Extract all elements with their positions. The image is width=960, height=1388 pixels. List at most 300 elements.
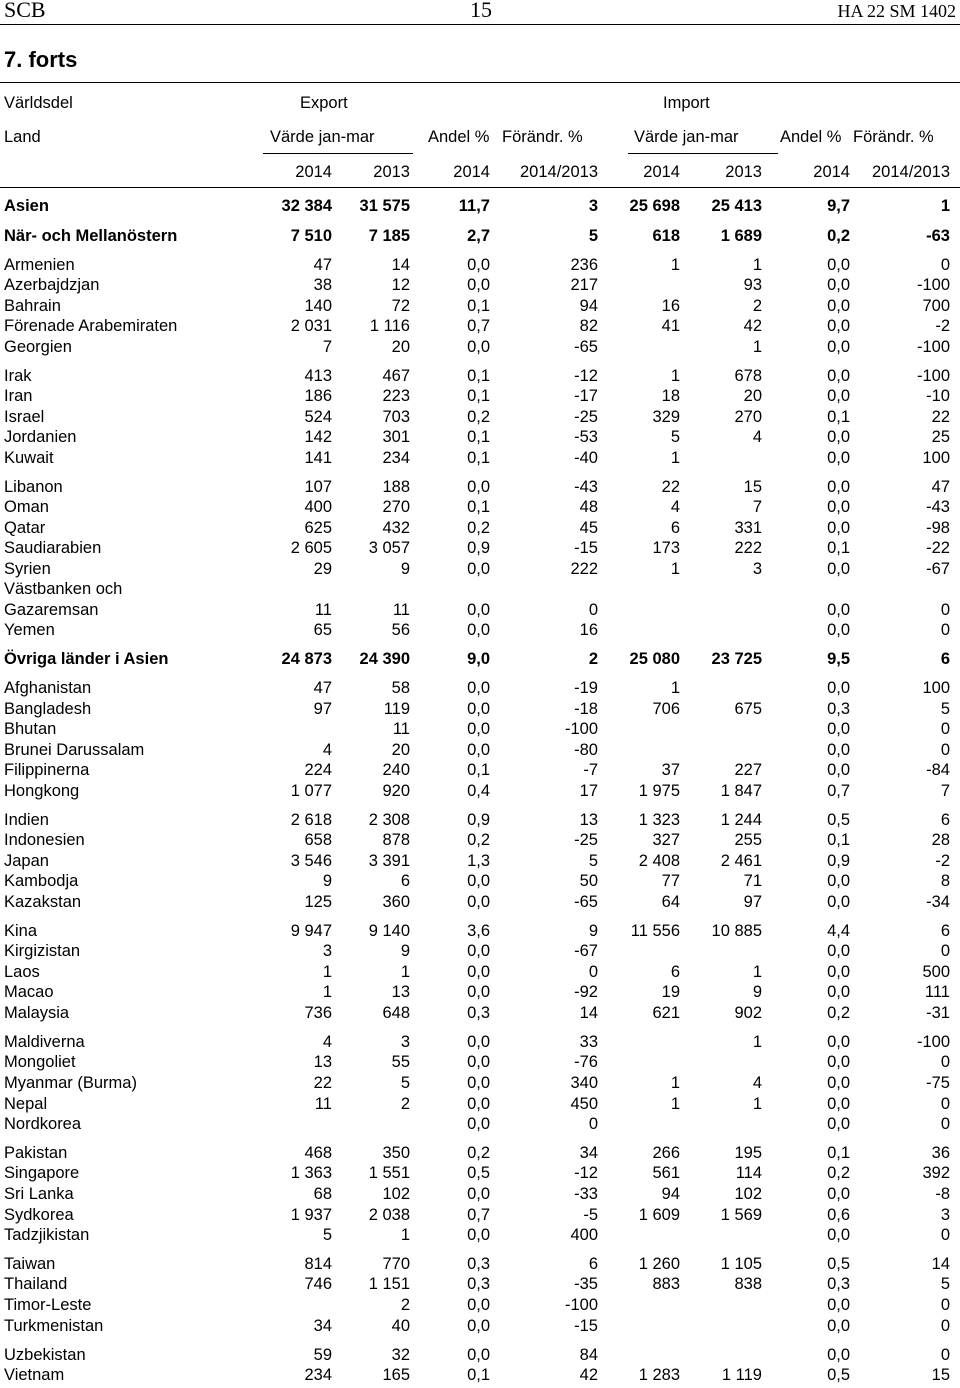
cell-export-share: 0,0: [467, 1317, 490, 1335]
cell-export-2013: 1 551: [368, 1164, 410, 1182]
cell-country: Syrien: [4, 560, 51, 578]
cell-export-2013: 165: [382, 1366, 410, 1384]
cell-import-share: 9,5: [827, 650, 850, 668]
cell-export-2013: 32: [391, 1346, 410, 1364]
cell-export-change: -80: [574, 741, 598, 759]
cell-country: Uzbekistan: [4, 1346, 86, 1364]
cell-export-2014: 234: [304, 1366, 332, 1384]
cell-import-change: 3: [940, 1206, 950, 1224]
cell-export-change: -12: [574, 367, 598, 385]
cell-export-change: -5: [583, 1206, 598, 1224]
cell-export-2014: 413: [304, 367, 332, 385]
cell-export-change: -12: [574, 1164, 598, 1182]
table-row: [0, 852, 960, 872]
cell-import-2013: 1 847: [720, 782, 762, 800]
col-export-share: Andel %: [428, 128, 490, 146]
cell-export-share: 0,0: [467, 1074, 490, 1092]
cell-import-share: 0,0: [827, 1346, 850, 1364]
table-row: [0, 519, 960, 539]
cell-import-2013: 1: [752, 1095, 762, 1113]
cell-import-2013: 114: [735, 1164, 762, 1182]
cell-import-share: 0,0: [827, 367, 850, 385]
cell-export-share: 0,0: [467, 1296, 490, 1314]
cell-country: Kuwait: [4, 449, 54, 467]
cell-import-share: 0,0: [827, 601, 850, 619]
cell-export-share: 0,0: [467, 1033, 490, 1051]
cell-export-share: 0,0: [467, 1095, 490, 1113]
cell-import-2013: 1 244: [720, 811, 762, 829]
table-row: [0, 1164, 960, 1184]
cell-export-share: 0,1: [467, 428, 490, 446]
cell-export-2013: 432: [382, 519, 410, 537]
table-row: [0, 1053, 960, 1073]
cell-import-change: 0: [940, 942, 950, 960]
cell-country: Bhutan: [4, 720, 57, 738]
cell-import-share: 0,5: [827, 1255, 850, 1273]
cell-export-change: 6: [588, 1255, 598, 1273]
cell-export-change: 34: [579, 1144, 598, 1162]
cell-import-2014: 22: [661, 478, 680, 496]
cell-import-2013: 1: [752, 963, 762, 981]
cell-import-2013: 4: [752, 428, 762, 446]
cell-import-2013: 255: [734, 831, 762, 849]
cell-import-2014: 329: [652, 408, 680, 426]
cell-import-2013: 222: [734, 539, 762, 557]
cell-export-change: 13: [579, 811, 598, 829]
table-header-rule: [0, 187, 960, 188]
cell-export-change: 94: [579, 297, 598, 315]
cell-export-2013: 648: [382, 1004, 410, 1022]
cell-export-2013: 58: [391, 679, 410, 697]
cell-import-share: 0,2: [827, 1004, 850, 1022]
cell-export-2014: 186: [304, 387, 332, 405]
table-row: [0, 276, 960, 296]
cell-import-share: 0,1: [827, 539, 850, 557]
cell-export-2014: 4: [322, 1033, 332, 1051]
cell-country: Yemen: [4, 621, 55, 639]
cell-export-change: 222: [570, 560, 598, 578]
cell-export-2013: 11: [392, 601, 410, 619]
cell-country: Västbanken och: [4, 580, 123, 598]
table-row: [0, 811, 960, 831]
year-export-share-2014: 2014: [453, 163, 490, 181]
cell-import-share: 0,0: [827, 428, 850, 446]
cell-import-2013: 195: [734, 1144, 762, 1162]
cell-export-2014: 11: [314, 1095, 332, 1113]
cell-import-change: 0: [940, 1095, 950, 1113]
table-row: [0, 408, 960, 428]
cell-export-2014: 22: [313, 1074, 332, 1092]
cell-import-share: 0,0: [827, 983, 850, 1001]
cell-export-change: -100: [564, 720, 598, 738]
cell-export-share: 0,3: [467, 1004, 490, 1022]
cell-import-change: -67: [926, 560, 950, 578]
cell-export-2014: 2 605: [290, 539, 332, 557]
cell-import-change: -100: [916, 367, 950, 385]
cell-import-2013: 42: [743, 317, 762, 335]
cell-import-2014: 1: [670, 256, 680, 274]
cell-import-2013: 1 119: [721, 1366, 762, 1384]
cell-import-share: 0,0: [827, 297, 850, 315]
cell-export-2014: 107: [304, 478, 332, 496]
cell-export-change: 84: [579, 1346, 598, 1364]
cell-import-2014: 19: [661, 983, 680, 1001]
import-value-underline: [628, 153, 778, 154]
cell-import-change: 28: [931, 831, 950, 849]
cell-country: Singapore: [4, 1164, 80, 1182]
cell-import-2014: 1: [670, 367, 680, 385]
cell-import-share: 0,0: [827, 1115, 850, 1133]
cell-export-change: -15: [574, 539, 598, 557]
cell-export-2014: 1 077: [290, 782, 332, 800]
cell-import-2013: 97: [743, 893, 762, 911]
cell-import-change: 700: [922, 297, 950, 315]
table-row: [0, 367, 960, 387]
cell-import-2013: 10 885: [711, 922, 762, 940]
cell-import-share: 0,0: [827, 1296, 850, 1314]
cell-import-change: 100: [922, 679, 950, 697]
cell-export-2014: 746: [304, 1275, 332, 1293]
cell-import-2013: 25 413: [711, 197, 762, 215]
cell-import-change: 0: [940, 1346, 950, 1364]
cell-export-share: 11,7: [458, 197, 490, 215]
cell-export-2014: 814: [304, 1255, 332, 1273]
cell-export-2013: 1: [400, 963, 410, 981]
year-import-2013: 2013: [725, 163, 762, 181]
cell-export-2013: 3 057: [368, 539, 410, 557]
cell-export-2013: 703: [382, 408, 410, 426]
cell-import-change: -100: [916, 1033, 950, 1051]
cell-export-share: 0,0: [467, 276, 490, 294]
year-export-2014: 2014: [295, 163, 332, 181]
cell-export-2013: 2 038: [368, 1206, 410, 1224]
cell-export-change: -17: [574, 387, 598, 405]
cell-import-share: 0,6: [827, 1206, 850, 1224]
cell-export-change: -43: [574, 478, 598, 496]
cell-import-share: 0,0: [827, 387, 850, 405]
table-row: [0, 621, 960, 641]
cell-import-share: 0,0: [827, 1185, 850, 1203]
cell-import-2014: 1 323: [638, 811, 680, 829]
cell-export-2013: 9 140: [368, 922, 410, 940]
cell-import-share: 0,0: [827, 893, 850, 911]
cell-country: Sri Lanka: [4, 1185, 74, 1203]
cell-import-2013: 23 725: [711, 650, 762, 668]
cell-export-2013: 55: [391, 1053, 410, 1071]
cell-export-2014: 658: [304, 831, 332, 849]
cell-export-share: 0,0: [467, 720, 490, 738]
cell-import-2014: 41: [661, 317, 680, 335]
cell-import-2014: 6: [670, 519, 680, 537]
cell-export-2013: 12: [391, 276, 410, 294]
cell-import-change: 22: [931, 408, 950, 426]
cell-import-change: -98: [926, 519, 950, 537]
cell-export-2013: 878: [382, 831, 410, 849]
col-world-part: Världsdel: [4, 94, 73, 112]
cell-import-2013: 227: [734, 761, 762, 779]
cell-export-2014: 2 031: [290, 317, 332, 335]
cell-export-2014: 140: [304, 297, 332, 315]
cell-export-change: 48: [579, 498, 598, 516]
cell-country: Brunei Darussalam: [4, 741, 145, 759]
cell-import-share: 0,0: [827, 942, 850, 960]
table-row: [0, 1366, 960, 1386]
cell-export-2014: 38: [313, 276, 332, 294]
cell-export-share: 0,2: [467, 1144, 490, 1162]
cell-export-2014: 34: [313, 1317, 332, 1335]
cell-import-2014: 1: [670, 679, 680, 697]
table-row: [0, 338, 960, 358]
table-row: [0, 449, 960, 469]
cell-export-change: -67: [574, 942, 598, 960]
table-row: [0, 1033, 960, 1053]
cell-import-2014: 18: [661, 387, 680, 405]
cell-export-share: 2,7: [467, 227, 490, 245]
cell-country: Turkmenistan: [4, 1317, 104, 1335]
cell-import-2013: 902: [734, 1004, 762, 1022]
cell-country: Japan: [4, 852, 49, 870]
table-row: [0, 963, 960, 983]
cell-export-change: 0: [588, 1115, 598, 1133]
year-import-ratio: 2014/2013: [872, 163, 950, 181]
table-row: [0, 700, 960, 720]
table-row: [0, 893, 960, 913]
cell-import-change: 14: [931, 1255, 950, 1273]
cell-import-change: 0: [940, 1053, 950, 1071]
cell-export-share: 0,0: [467, 621, 490, 639]
table-row: [0, 1074, 960, 1094]
cell-country: Tadzjikistan: [4, 1226, 90, 1244]
cell-export-share: 0,1: [467, 449, 490, 467]
col-export-value: Värde jan-mar: [270, 128, 375, 146]
cell-import-2013: 1 569: [720, 1206, 762, 1224]
cell-import-share: 0,0: [827, 1226, 850, 1244]
cell-country: Kambodja: [4, 872, 79, 890]
cell-import-share: 0,3: [827, 1275, 850, 1293]
cell-export-2013: 40: [391, 1317, 410, 1335]
cell-export-2014: 3 546: [290, 852, 332, 870]
cell-import-2014: 1: [670, 449, 680, 467]
cell-import-change: 100: [922, 449, 950, 467]
cell-import-share: 0,0: [827, 1033, 850, 1051]
cell-import-share: 4,4: [827, 922, 850, 940]
table-row: [0, 478, 960, 498]
cell-export-2013: 13: [391, 983, 410, 1001]
cell-country: Kazakstan: [4, 893, 82, 911]
cell-export-share: 0,0: [467, 601, 490, 619]
cell-export-2013: 20: [391, 338, 410, 356]
cell-import-change: 47: [931, 478, 950, 496]
cell-import-share: 0,0: [827, 317, 850, 335]
cell-export-2014: 736: [304, 1004, 332, 1022]
cell-import-share: 0,1: [827, 408, 850, 426]
cell-import-2013: 838: [734, 1275, 762, 1293]
cell-export-2014: 11: [314, 601, 332, 619]
cell-export-2013: 360: [382, 893, 410, 911]
cell-export-2014: 32 384: [281, 197, 332, 215]
cell-import-2013: 1: [752, 256, 762, 274]
cell-export-2014: 97: [313, 700, 332, 718]
cell-country: Asien: [4, 197, 49, 215]
cell-export-share: 0,0: [467, 1226, 490, 1244]
table-row-group: [0, 650, 960, 670]
cell-import-change: 0: [940, 1317, 950, 1335]
cell-import-2014: 1 975: [638, 782, 680, 800]
cell-country: När- och Mellanöstern: [4, 227, 178, 245]
table-row: [0, 1317, 960, 1337]
cell-export-change: -35: [574, 1275, 598, 1293]
cell-import-2013: 102: [734, 1185, 762, 1203]
cell-import-change: -75: [926, 1074, 950, 1092]
cell-export-share: 0,0: [467, 478, 490, 496]
cell-import-change: -8: [935, 1185, 950, 1203]
cell-import-share: 0,0: [827, 1317, 850, 1335]
cell-export-share: 0,0: [467, 741, 490, 759]
cell-import-2014: 5: [670, 428, 680, 446]
cell-export-2013: 9: [400, 942, 410, 960]
section-title: 7. forts: [4, 47, 78, 72]
cell-country: Azerbajdzjan: [4, 276, 100, 294]
cell-export-2014: 9 947: [290, 922, 332, 940]
cell-export-2013: 270: [382, 498, 410, 516]
cell-export-2013: 5: [400, 1074, 410, 1092]
table-row: [0, 761, 960, 781]
cell-import-change: 0: [940, 720, 950, 738]
cell-import-2013: 1 689: [720, 227, 762, 245]
table-row: [0, 256, 960, 276]
cell-import-2013: 1: [752, 1033, 762, 1051]
cell-export-2014: 1 363: [290, 1164, 332, 1182]
cell-import-2013: 93: [743, 276, 762, 294]
cell-import-change: -34: [926, 893, 950, 911]
cell-export-change: -33: [574, 1185, 598, 1203]
cell-import-change: 0: [940, 1296, 950, 1314]
cell-import-change: 5: [940, 1275, 950, 1293]
cell-export-2014: 125: [304, 893, 332, 911]
cell-country: Indien: [4, 811, 49, 829]
cell-country: Laos: [4, 963, 40, 981]
cell-export-2013: 2: [400, 1296, 410, 1314]
cell-import-change: -22: [926, 539, 950, 557]
cell-import-2014: 6: [670, 963, 680, 981]
cell-import-change: -63: [926, 227, 950, 245]
table-row: [0, 1144, 960, 1164]
cell-export-2014: 65: [313, 621, 332, 639]
cell-import-2014: 266: [652, 1144, 680, 1162]
cell-export-share: 0,0: [467, 256, 490, 274]
cell-export-change: 50: [579, 872, 598, 890]
cell-export-change: 42: [579, 1366, 598, 1384]
cell-import-share: 0,0: [827, 276, 850, 294]
cell-export-2014: 1 937: [290, 1206, 332, 1224]
cell-export-change: -15: [574, 1317, 598, 1335]
cell-export-2013: 223: [382, 387, 410, 405]
cell-import-change: -100: [916, 276, 950, 294]
cell-country: Georgien: [4, 338, 72, 356]
cell-import-change: 0: [940, 1115, 950, 1133]
table-row: [0, 720, 960, 740]
cell-export-change: 2: [588, 650, 598, 668]
table-row: [0, 297, 960, 317]
cell-country: Afghanistan: [4, 679, 92, 697]
cell-import-2014: 37: [661, 761, 680, 779]
table-row: [0, 601, 960, 621]
cell-export-change: -53: [574, 428, 598, 446]
cell-country: Maldiverna: [4, 1033, 85, 1051]
cell-import-2013: 15: [743, 478, 762, 496]
cell-export-change: 400: [570, 1226, 598, 1244]
col-import-share: Andel %: [780, 128, 842, 146]
table-top-rule: [0, 82, 960, 83]
cell-export-share: 0,1: [467, 761, 490, 779]
cell-export-2013: 1 116: [369, 317, 410, 335]
cell-import-share: 0,1: [827, 1144, 850, 1162]
cell-export-2014: 68: [313, 1185, 332, 1203]
cell-import-share: 0,9: [827, 852, 850, 870]
cell-export-change: 5: [588, 227, 598, 245]
table-row: [0, 387, 960, 407]
cell-export-change: -7: [583, 761, 598, 779]
page-number: 15: [470, 0, 492, 22]
cell-country: Gazaremsan: [4, 601, 99, 619]
cell-import-change: 111: [924, 983, 950, 1001]
cell-import-2013: 71: [743, 872, 762, 890]
cell-import-2013: 3: [752, 560, 762, 578]
cell-import-share: 0,5: [827, 1366, 850, 1384]
cell-country: Nordkorea: [4, 1115, 82, 1133]
cell-export-2013: 920: [382, 782, 410, 800]
table-row: [0, 1206, 960, 1226]
cell-import-2014: 173: [652, 539, 680, 557]
cell-export-2014: 7 510: [290, 227, 332, 245]
cell-import-2014: 2 408: [638, 852, 680, 870]
cell-export-2014: 5: [322, 1226, 332, 1244]
cell-import-share: 0,2: [827, 227, 850, 245]
cell-import-change: -2: [935, 317, 950, 335]
cell-country: Oman: [4, 498, 49, 516]
cell-export-2014: 3: [322, 942, 332, 960]
cell-import-share: 0,3: [827, 700, 850, 718]
table-row: [0, 317, 960, 337]
cell-country: Hongkong: [4, 782, 80, 800]
cell-export-change: 82: [579, 317, 598, 335]
cell-import-share: 0,0: [827, 679, 850, 697]
cell-export-share: 1,3: [467, 852, 490, 870]
cell-export-share: 0,0: [467, 872, 490, 890]
table-row: [0, 872, 960, 892]
cell-export-2014: 13: [313, 1053, 332, 1071]
cell-import-share: 0,1: [827, 831, 850, 849]
cell-import-2014: 1: [670, 1095, 680, 1113]
cell-import-change: -43: [926, 498, 950, 516]
cell-export-2013: 7 185: [368, 227, 410, 245]
cell-export-2014: 9: [322, 872, 332, 890]
table-row: [0, 1346, 960, 1366]
cell-import-change: 0: [940, 1226, 950, 1244]
cell-import-2014: 1 283: [638, 1366, 680, 1384]
cell-import-change: -100: [916, 338, 950, 356]
export-value-underline: [263, 153, 413, 154]
cell-import-2014: 327: [652, 831, 680, 849]
cell-export-2014: 524: [304, 408, 332, 426]
cell-export-change: 14: [579, 1004, 598, 1022]
year-import-share-2014: 2014: [813, 163, 850, 181]
cell-import-2014: 1: [670, 560, 680, 578]
cell-export-change: -92: [574, 983, 598, 1001]
cell-export-share: 0,4: [467, 782, 490, 800]
cell-import-change: -2: [935, 852, 950, 870]
cell-country: Taiwan: [4, 1255, 56, 1273]
